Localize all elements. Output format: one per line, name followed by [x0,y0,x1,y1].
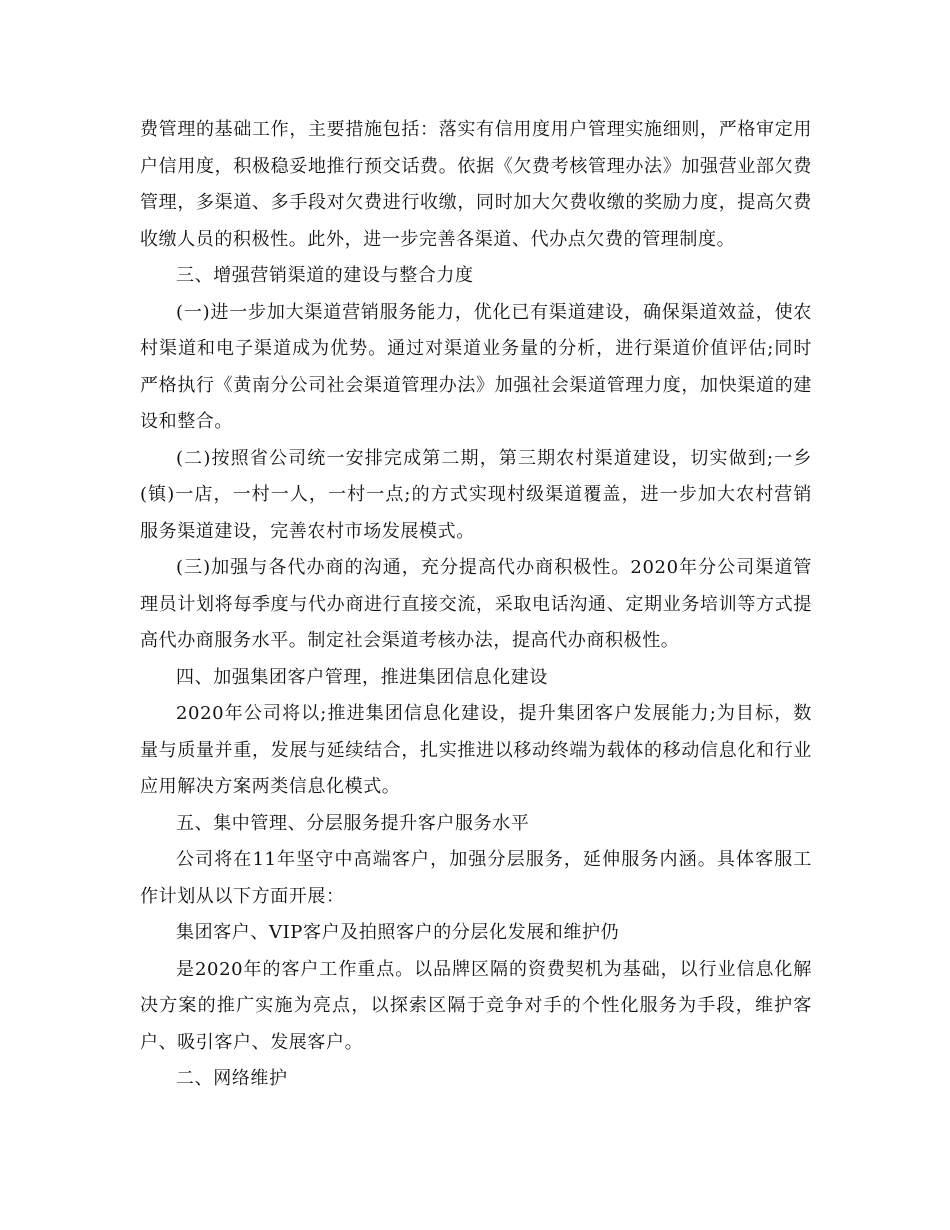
paragraph-channel-1: (一)进一步加大渠道营销服务能力，优化已有渠道建设，确保渠道效益，使农村渠道和电子渠道成为优势。通过对渠道业务量的分析，进行渠道价值评估;同时严格执行《黄南分公司社会渠道管理办法》加强社会渠道管理力度，加快渠道的建设和整合。 [140,301,812,432]
paragraph-customer-service: 公司将在11年坚守中高端客户，加强分层服务，延伸服务内涵。具体客服工作计划从以下方面开展： [140,849,812,907]
paragraph-group-clients: 2020年公司将以;推进集团信息化建设，提升集团客户发展能力;为目标，数量与质量并重，发展与延续结合，扎实推进以移动终端为载体的移动信息化和行业应用解决方案两类信息化模式。 [140,703,812,797]
section-heading-network: 二、网络维护 [176,1068,288,1089]
paragraph-arrears-management: 费管理的基础工作，主要措施包括：落实有信用度用户管理实施细则，严格审定用户信用度，积极稳妥地推行预交话费。依据《欠费考核管理办法》加强营业部欠费管理，多渠道、多手段对欠费进行收缴，同时加大欠费收缴的奖励力度，提高欠费收缴人员的积极性。此外，进一步完善各渠道、代办点欠费的管理制度。 [140,119,812,250]
paragraph-channel-3: (三)加强与各代办商的沟通，充分提高代办商积极性。2020年分公司渠道管理员计划将每季度与代办商进行直接交流，采取电话沟通、定期业务培训等方式提高代办商服务水平。制定社会渠道考核办法，提高代办商积极性。 [140,557,812,651]
section-heading-group-clients: 四、加强集团客户管理，推进集团信息化建设 [176,666,548,688]
section-heading-channels: 三、增强营销渠道的建设与整合力度 [176,265,474,286]
paragraph-channel-2: (二)按照省公司统一安排完成第二期，第三期农村渠道建设，切实做到;一乡(镇)一店，一村一人，一村一点;的方式实现村级渠道覆盖，进一步加大农村营销服务渠道建设，完善农村市场发展模式。 [140,447,812,542]
paragraph-client-focus: 是2020年的客户工作重点。以品牌区隔的资费契机为基础，以行业信息化解决方案的推广实施为亮点，以探索区隔于竞争对手的个性化服务为手段，维护客户、吸引客户、发展客户。 [140,958,812,1053]
section-heading-customer-service: 五、集中管理、分层服务提升客户服务水平 [176,812,530,834]
document-body [140,112,812,1098]
paragraph-vip-clients: 集团客户、VIP客户及拍照客户的分层化发展和维护仍 [176,922,620,943]
